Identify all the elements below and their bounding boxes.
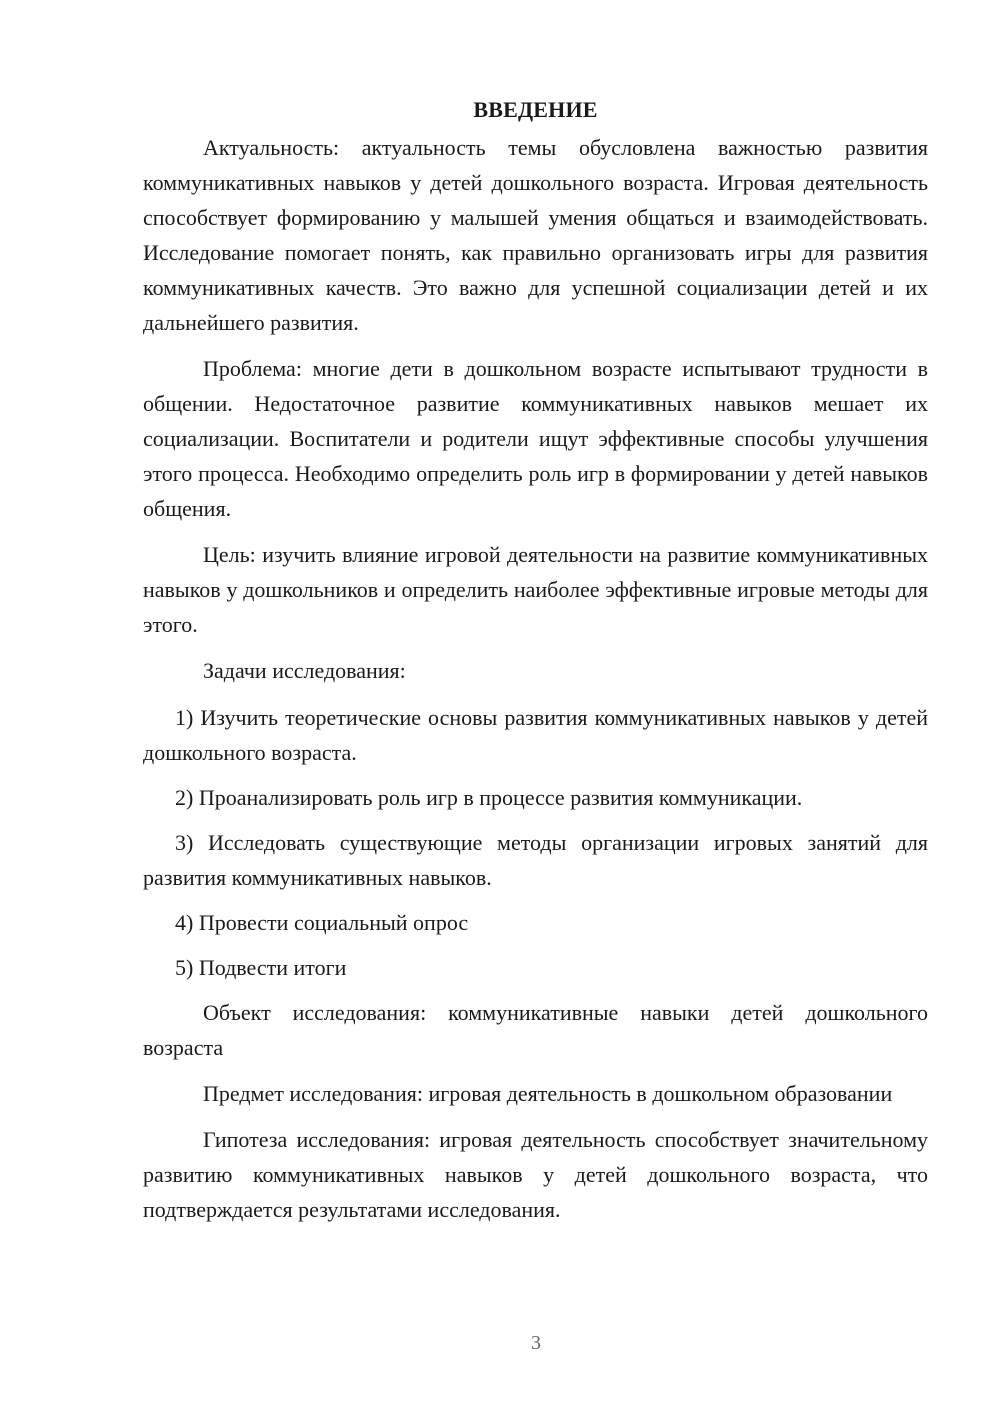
paragraph-problem: Проблема: многие дети в дошкольном возрасте испытывают трудности в общении. Недостаточное развитие коммуникативных навыков мешает их социализации. Воспитатели и родители ищут эффективные способы улучшения этого процесса. Необходимо определить роль игр в формировании у детей навыков общения.: [143, 356, 928, 521]
tasks-heading: Задачи исследования:: [203, 658, 406, 683]
task-item-3: 3) Исследовать существующие методы организации игровых занятий для развития коммуникативных навыков.: [143, 830, 928, 890]
paragraph-relevance: Актуальность: актуальность темы обусловлена важностью развития коммуникативных навыков у детей дошкольного возраста. Игровая деятельность способствует формированию у малышей умения общаться и взаимодействовать. Исследование помогает понять, как правильно организовать игры для развития коммуникативных качеств. Это важно для успешной социализации детей и их дальнейшего развития.: [143, 135, 928, 335]
task-item-1: 1) Изучить теоретические основы развития коммуникативных навыков у детей дошкольного возраста.: [143, 705, 928, 765]
paragraph-object: Объект исследования: коммуникативные навыки детей дошкольного возраста: [143, 1000, 928, 1060]
document-page: [143, 92, 928, 1238]
task-item-4: 4) Провести социальный опрос: [175, 910, 469, 935]
paragraph-hypothesis: Гипотеза исследования: игровая деятельность способствует значительному развитию коммуникативных навыков у детей дошкольного возраста, что подтверждается результатами исследования.: [143, 1127, 928, 1222]
paragraph-goal: Цель: изучить влияние игровой деятельности на развитие коммуникативных навыков у дошкольников и определить наиболее эффективные игровые методы для этого.: [143, 542, 928, 637]
task-item-2: 2) Проанализировать роль игр в процессе развития коммуникации.: [175, 785, 803, 810]
paragraph-subject: Предмет исследования: игровая деятельность в дошкольном образовании: [203, 1081, 893, 1106]
page-number: 3: [531, 1332, 541, 1354]
task-item-5: 5) Подвести итоги: [175, 955, 347, 980]
page-title: ВВЕДЕНИЕ: [473, 97, 598, 122]
